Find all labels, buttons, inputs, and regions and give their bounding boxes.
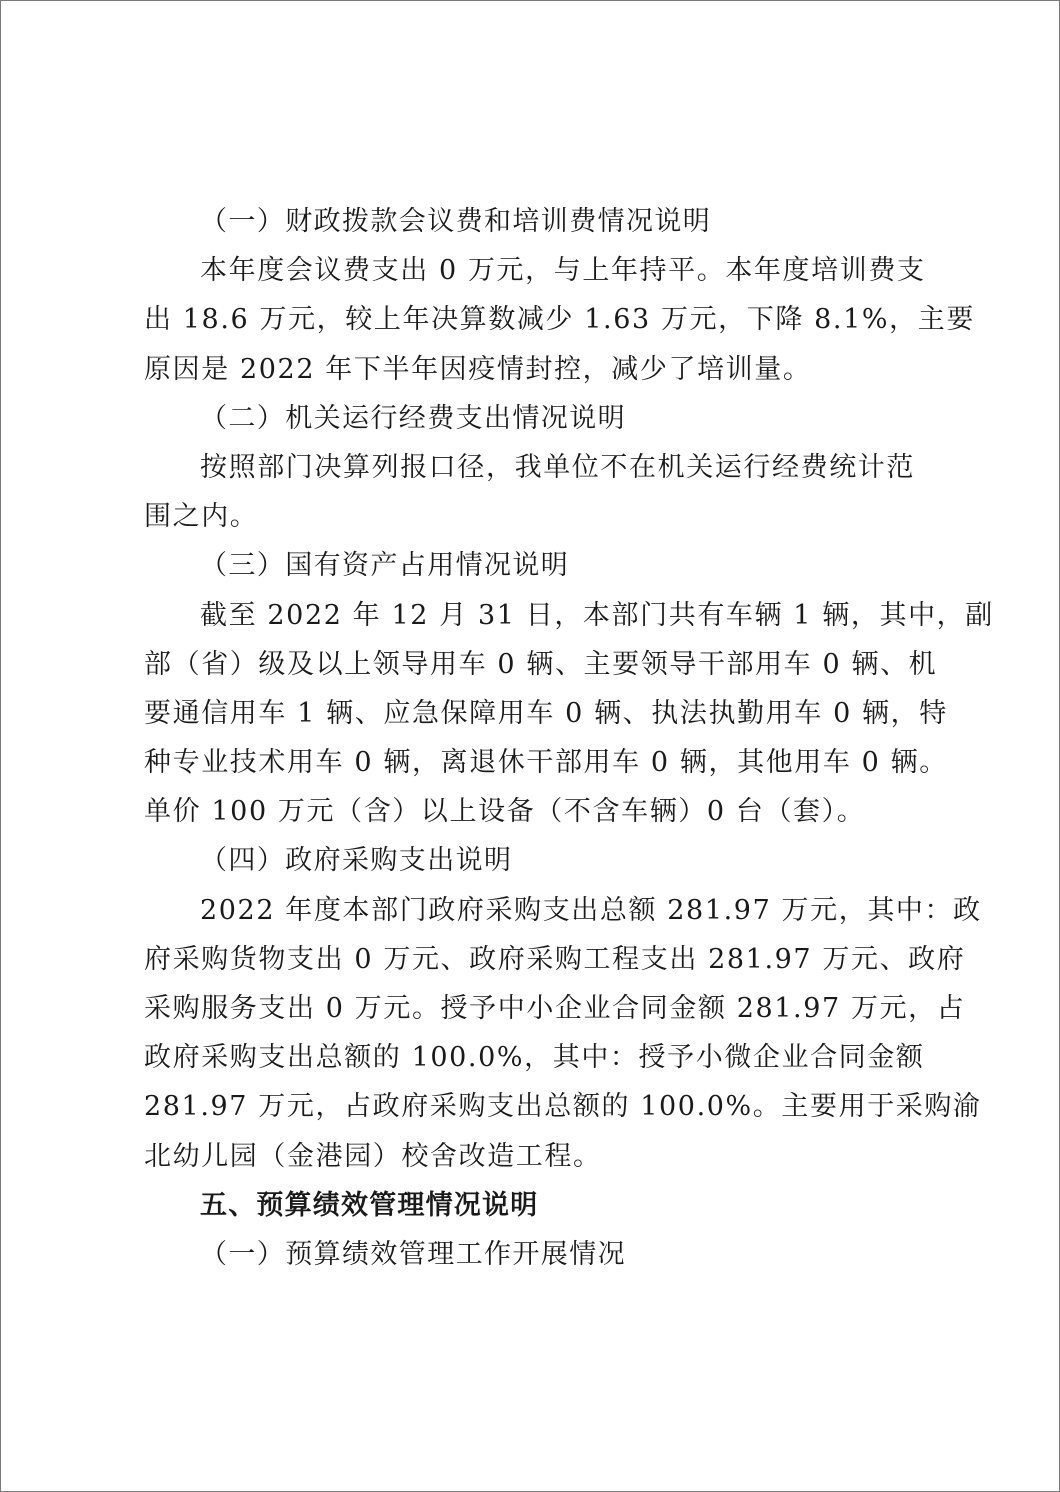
paragraph-line: 政府采购支出总额的 100.0%，其中：授予小微企业合同金额: [144, 1042, 925, 1074]
paragraph-line: 种专业技术用车 0 辆，离退休干部用车 0 辆，其他用车 0 辆。: [144, 747, 948, 779]
paragraph-line: 出 18.6 万元，较上年决算数减少 1.63 万元，下降 8.1%，主要: [144, 304, 975, 336]
paragraph-line: 按照部门决算列报口径，我单位不在机关运行经费统计范: [200, 451, 915, 483]
document-body: [144, 197, 994, 1279]
section-heading-government-procurement: （四）政府采购支出说明: [200, 845, 513, 877]
paragraph-line: 围之内。: [144, 501, 259, 533]
paragraph-line: 281.97 万元，占政府采购支出总额的 100.0%。主要用于采购渝: [144, 1091, 982, 1123]
section-heading-state-assets: （三）国有资产占用情况说明: [200, 550, 570, 582]
paragraph-line: 截至 2022 年 12 月 31 日，本部门共有车辆 1 辆，其中，副: [200, 599, 994, 631]
chapter-heading-performance-management: 五、预算绩效管理情况说明: [200, 1189, 539, 1221]
paragraph-line: 原因是 2022 年下半年因疫情封控，减少了培训量。: [144, 353, 812, 385]
paragraph-line: 北幼儿园（金港园）校舍改造工程。: [144, 1140, 602, 1172]
paragraph-line: 府采购货物支出 0 万元、政府采购工程支出 281.97 万元、政府: [144, 943, 966, 975]
section-heading-performance-work: （一）预算绩效管理工作开展情况: [200, 1238, 626, 1270]
paragraph-line: 采购服务支出 0 万元。授予中小企业合同金额 281.97 万元，占: [144, 993, 966, 1024]
paragraph-line: 本年度会议费支出 0 万元，与上年持平。本年度培训费支: [200, 255, 926, 287]
section-heading-operating-expenses: （二）机关运行经费支出情况说明: [200, 402, 626, 434]
paragraph-line: 2022 年度本部门政府采购支出总额 281.97 万元，其中：政: [200, 894, 982, 926]
paragraph-line: 要通信用车 1 辆、应急保障用车 0 辆、执法执勤用车 0 辆，特: [144, 697, 948, 729]
paragraph-line: 单价 100 万元（含）以上设备（不含车辆）0 台（套）。: [144, 796, 866, 828]
paragraph-line: 部（省）级及以上领导用车 0 辆、主要领导干部用车 0 辆、机: [144, 648, 938, 680]
section-heading-meeting-training-fees: （一）财政拨款会议费和培训费情况说明: [200, 206, 712, 237]
